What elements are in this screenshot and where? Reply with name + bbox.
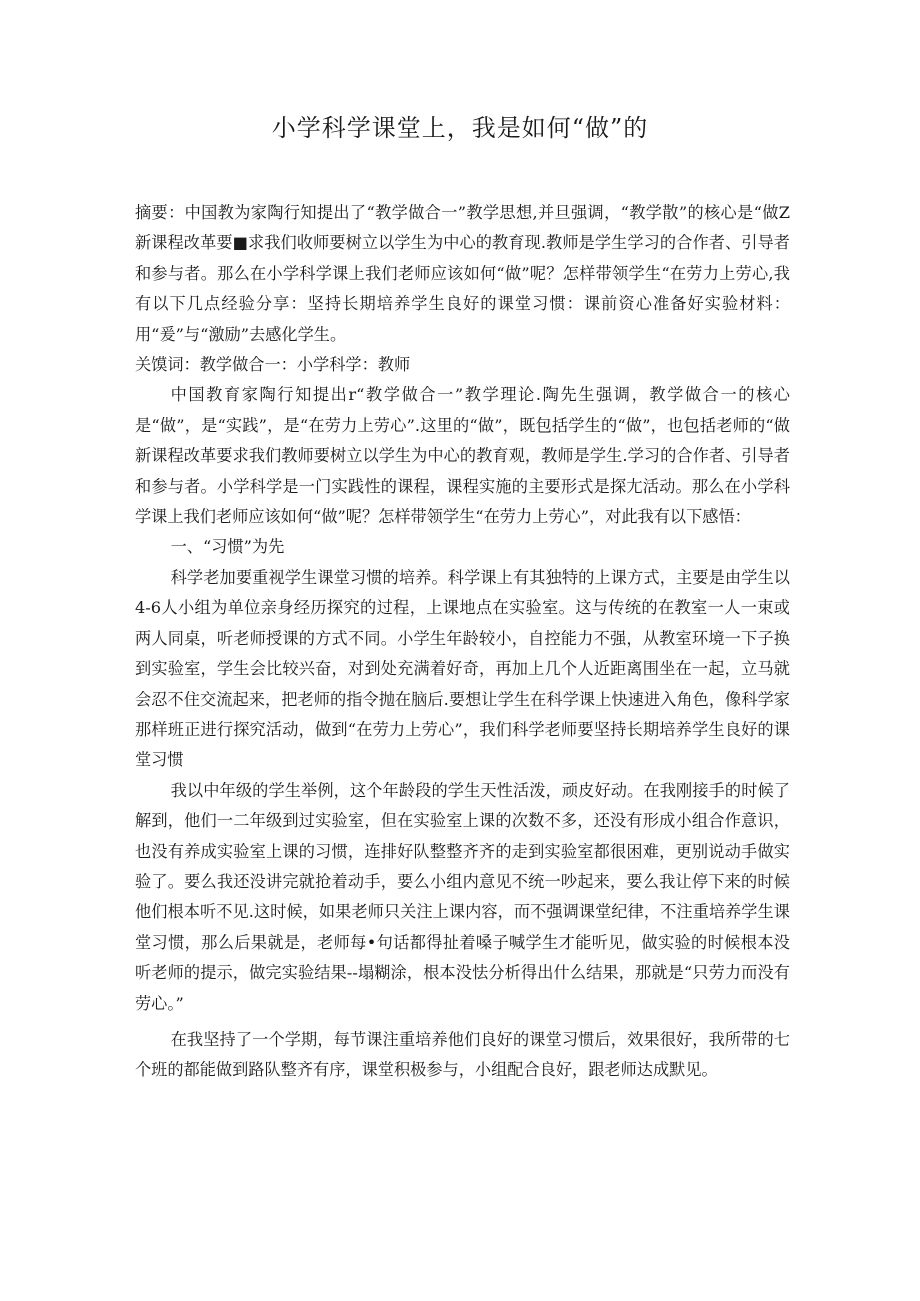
body-paragraph-habits: 科学老加要重视学生课堂习惯的培养。科学课上有其独特的上课方式，主要是由学生以4-6人小组为单位亲身经历探究的过程，上课地点在实验室。这与传统的在教室一人一束或两人同桌，听老师授课的方式不同。小学生年龄较小，自控能力不强，从教室环境一下子换到实验室，学生会比较兴奋，对到处充满着好奇，再加上几个人近距离围坐在一起，立马就会忍不住交流起来，把老师的指令抛在脑后.要想让学生在科学课上快速进入角色，像科学家那样班正进行探究活动，做到“在劳力上劳心”，我们科学老师要坚持长期培养学生良好的课堂习惯 <box>135 567 790 770</box>
document-title: 小学科学课堂上，我是如何“做”的 <box>271 114 649 142</box>
body-paragraph-intro: 中国教育家陶行知提出r“教学做合一”教学理论.陶先生强调，教学做合一的核心是“做”，是“实践”，是“在劳力上劳心”.这里的“做”，既包括学生的“做”，也包括老师的“做新课程改革要求我们教师要树立以学生为中心的教育观，教师是学生.学习的合作者、引导者和参与者。小学科学是一门实践性的课程，课程实施的主要形式是探尢活动。那么在小学科学课上我们老师应该如何“做”呢？怎样带领学生“在劳力上劳心”，对此我有以下感悟： <box>135 385 790 527</box>
body-paragraph-result: 在我坚持了一个学期，每节课注重培养他们良好的课堂习惯后，效果很好，我所带的七个班的都能做到路队整齐有序，课堂积极参与，小组配合良好，跟老师达成默见。 <box>135 1029 790 1080</box>
body-paragraph-example: 我以中年级的学生举例，这个年龄段的学生天性活泼，顽皮好动。在我刚接手的时候了解到，他们一二年级到过实验室，但在实验室上课的次数不多，还没有形成小组合作意识，也没有养成实验室上课的习惯，连排好队整整齐齐的走到实验室都很困难，更别说动手做实验了。要么我还没讲完就抢着动手，要么小组内意见不统一吵起来，要么我让停下来的时候他们根本听不见.这时候，如果老师只关注上课内容，而不强调课堂纪律，不注重培养学生课堂习惯，那么后果就是，老师每•句话都得扯着嗓子喊学生才能听见，做实验的时候根本没听老师的提示，做完实验结果--塌糊涂，根本没怯分析得出什么结果，那就是“只劳力而没有劳心。” <box>135 780 790 1013</box>
section-heading: 一、“习惯”为先 <box>170 537 285 557</box>
abstract-paragraph: 摘要：中国教为家陶行知提出了“教学做合一”教学思想,并旦强调，“教学散”的核心是“做Z新课程改革要■求我们收师要树立以学生为中心的教育现.教师是学生学习的合作者、引导者和参与者。那么在小学科学课上我们老师应该如何“做”呢？怎样带领学生“在劳力上劳心,我有以下几点经验分享：坚持长期培养学生良好的课堂习惯：课前资心准备好实验材料：用“爰”与“激励”去感化学生。 <box>135 203 790 344</box>
document-body <box>135 198 790 1086</box>
keywords-line: 关馍词：教学做合一：小学科学：教师 <box>135 355 411 375</box>
